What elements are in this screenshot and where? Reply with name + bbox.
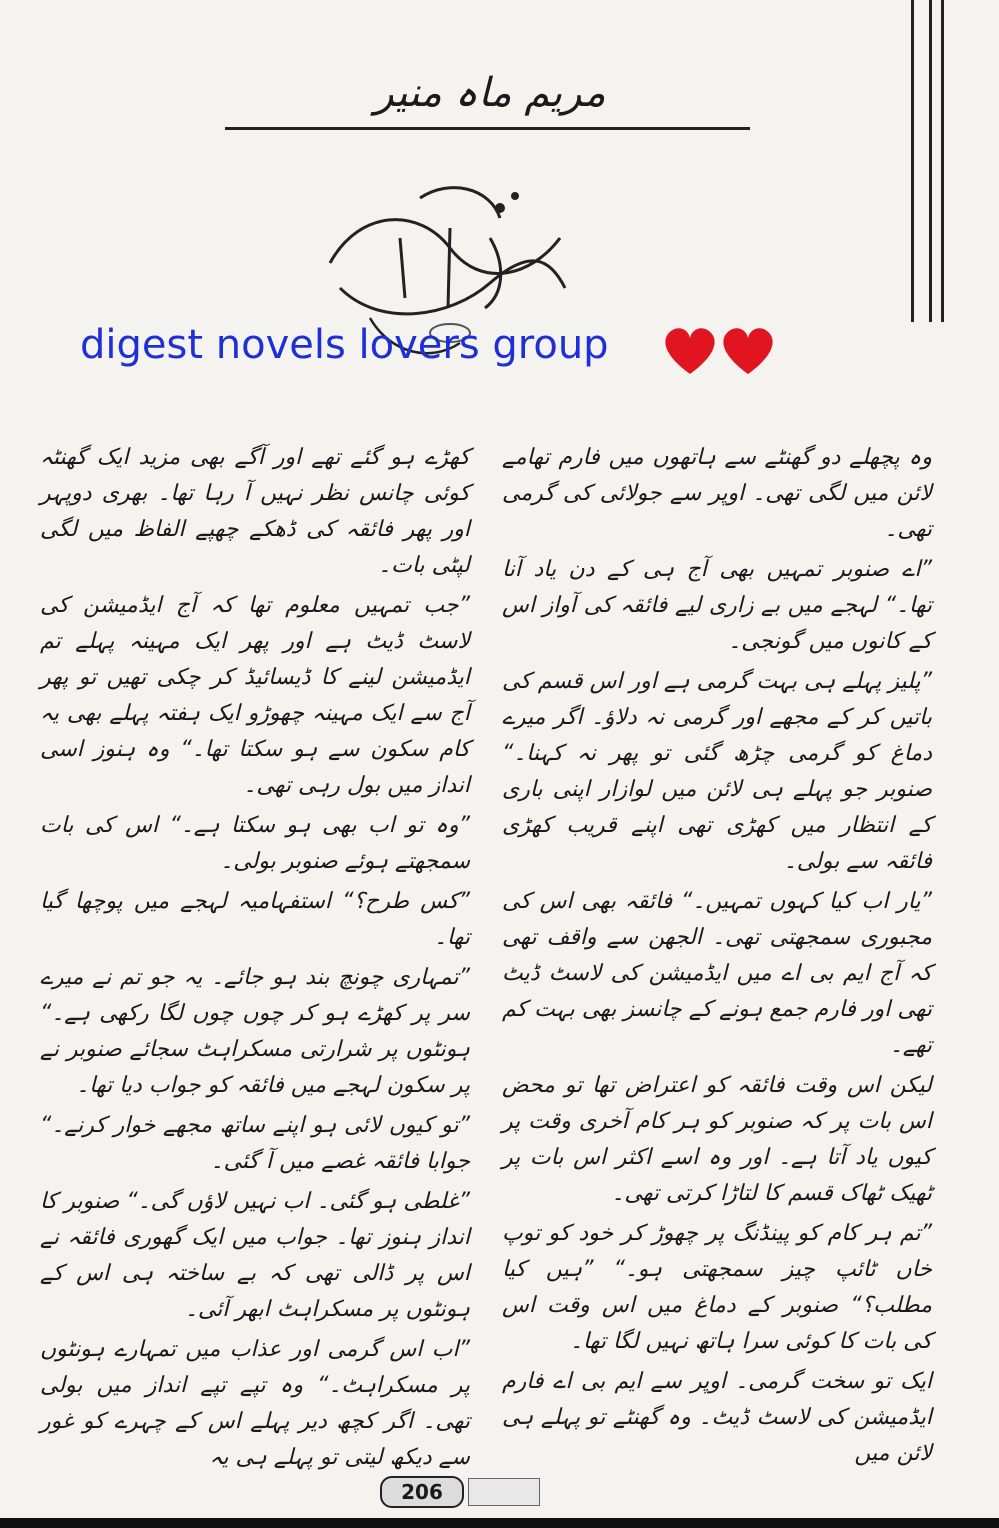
paragraph: ”تو کیوں لائی ہو اپنے ساتھ مجھے خوار کرنے۔“ جوابا فائقہ غصے میں آ گئی۔ bbox=[40, 1113, 470, 1174]
paragraph: ”پلیز پہلے ہی بہت گرمی ہے اور اس قسم کی باتیں کر کے مجھے اور گرمی نہ دلاؤ۔ اگر میرے دماغ کو گرمی چڑھ گئی تو پھر نہ کہنا۔“ صنوبر جو پہلے ہی لائن میں لوازار اپنی باری کے انتظار میں کھڑی تھی اپنے قریب کھڑی فائقہ سے بولی۔ bbox=[502, 669, 932, 874]
page-number: 206 bbox=[380, 1476, 464, 1508]
magazine-logo-icon bbox=[468, 1478, 540, 1506]
paragraph: ”جب تمہیں معلوم تھا کہ آج ایڈمیشن کی لاسٹ ڈیٹ ہے اور پھر ایک مہینہ پہلے تم ایڈمیشن لینے کا ڈیسائیڈ کر چکی تھیں تو پھر آج سے ایک مہینہ چھوڑو ایک ہفتہ پہلے بھی یہ کام سکون سے ہو سکتا تھا۔“ وہ ہنوز اسی انداز میں بول رہی تھی۔ bbox=[40, 593, 470, 798]
hearts-icon bbox=[660, 322, 780, 378]
paragraph: ایک تو سخت گرمی۔ اوپر سے ایم بی اے فارم ایڈمیشن کی لاسٹ ڈیٹ۔ وہ گھنٹے تو پہلے ہی لائن میں bbox=[502, 1369, 932, 1466]
paragraph: ”غلطی ہو گئی۔ اب نہیں لاؤں گی۔“ صنوبر کا انداز ہنوز تھا۔ جواب میں ایک گھوری فائقہ نے اس پر ڈالی تھی کہ بے ساختہ ہی اس کے ہونٹوں پر مسکراہٹ ابھر آئی۔ bbox=[40, 1189, 470, 1322]
paragraph: کھڑے ہو گئے تھے اور آگے بھی مزید ایک گھنٹہ کوئی چانس نظر نہیں آ رہا تھا۔ بھری دوپہر اور پھر فائقہ کی ڈھکے چھپے الفاظ میں لگی لپٹی بات۔ bbox=[40, 445, 470, 578]
vertical-rules bbox=[904, 0, 944, 322]
bottom-edge-bar bbox=[0, 1518, 999, 1528]
text-column-right bbox=[502, 440, 932, 1466]
author-name: مریم ماہ منیر bbox=[374, 70, 606, 116]
paragraph: ”تم ہر کام کو پینڈنگ پر چھوڑ کر خود کو توپ خاں ٹائپ چیز سمجھتی ہو۔“ ”ہیں کیا مطلب؟“ صنوبر کے دماغ میں اس وقت اس کی بات کا کوئی سرا ہاتھ نہیں لگا تھا۔ bbox=[502, 1221, 932, 1354]
paragraph: ”اب اس گرمی اور عذاب میں تمہارے ہونٹوں پر مسکراہٹ۔“ وہ تپے تپے انداز میں بولی تھی۔ اگر کچھ دیر پہلے اس کے چہرے کو غور سے دیکھ لیتی تو پہلے ہی یہ bbox=[40, 1337, 470, 1470]
paragraph: ”یار اب کیا کہوں تمہیں۔“ فائقہ بھی اس کی مجبوری سمجھتی تھی۔ الجھن سے واقف تھی کہ آج ایم بی اے میں ایڈمیشن کی لاسٹ ڈیٹ تھی اور فارم جمع ہونے کے چانسز بھی بہت کم تھے۔ bbox=[502, 889, 932, 1058]
paragraph: لیکن اس وقت فائقہ کو اعتراض تھا تو محض اس بات پر کہ صنوبر کو ہر کام آخری وقت پر کیوں یاد آتا ہے۔ اور وہ اسے اکثر اس بات پر ٹھیک ٹھاک قسم کا لتاڑا کرتی تھی۔ bbox=[502, 1073, 932, 1206]
paragraph: ”کس طرح؟“ استفہامیہ لہجے میں پوچھا گیا تھا۔ bbox=[40, 889, 470, 950]
paragraph: ”وہ تو اب بھی ہو سکتا ہے۔“ اس کی بات سمجھتے ہوئے صنوبر بولی۔ bbox=[40, 813, 470, 874]
author-divider bbox=[225, 127, 750, 130]
paragraph: ”اے صنوبر تمہیں بھی آج ہی کے دن یاد آنا تھا۔“ لہجے میں بے زاری لیے فائقہ کی آواز اس کے کانوں میں گونجی۔ bbox=[502, 557, 932, 654]
watermark-text: digest novels lovers group bbox=[80, 322, 609, 368]
paragraph: ”تمہاری چونچ بند ہو جائے۔ یہ جو تم نے میرے سر پر کھڑے ہو کر چوں چوں لگا رکھی ہے۔“ ہونٹوں پر شرارتی مسکراہٹ سجائے صنوبر نے پر سکون لہجے میں فائقہ کو جواب دیا تھا۔ bbox=[40, 965, 470, 1098]
paragraph: وہ پچھلے دو گھنٹے سے ہاتھوں میں فارم تھامے لائن میں لگی تھی۔ اوپر سے جولائی کی گرمی تھی۔ bbox=[502, 445, 932, 542]
text-column-left bbox=[40, 440, 470, 1470]
